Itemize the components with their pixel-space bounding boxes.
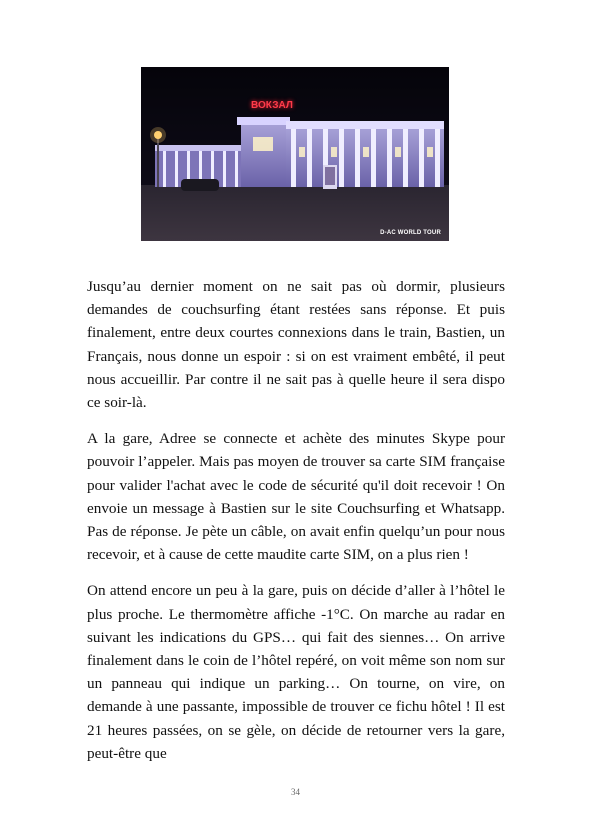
photo-watermark: D-AC WORLD TOUR: [380, 230, 441, 236]
train-station-photo: [141, 67, 449, 241]
station-night-illustration: [141, 67, 449, 241]
station-sign-text: ВОКЗАЛ: [251, 100, 293, 111]
page-number: 34: [291, 787, 300, 797]
paragraph-1: Jusqu’au dernier moment on ne sait pas où dormir, plusieurs demandes de couchsurfing étant restées sans réponse. Et puis finalement, entre deux courtes connexions dans le train, Bastien, un Français, nous donne un espoir : si on est vraiment embêté, il peut nous accueillir. Par contre il ne sait pas à quelle heure il sera dispo ce soir-là.: [87, 278, 505, 412]
paragraph-3: On attend encore un peu à la gare, puis on décide d’aller à l’hôtel le plus proche. Le thermomètre affiche -1°C. On marche au radar en suivant les indications du GPS… qui fait des siennes… On arrive finalement dans le coin de l’hôtel repéré, on voit même son nom sur un panneau qui indique un parking… On tourne, on vire, on demande à une passante, impossible de trouver ce fichu hôtel ! Il est 21 heures passées, on se gèle, on décide de retourner vers la gare, peut-être que: [87, 582, 505, 762]
paragraph-2: A la gare, Adree se connecte et achète des minutes Skype pour pouvoir l’appeler. Mais pas moyen de trouver sa carte SIM française pour valider l'achat avec le code de sécurité qu'il doit recevoir ! On envoie un message à Bastien sur le site Couchsurfing et Whatsapp. Pas de réponse. Je pète un câble, on avait enfin quelqu’un pour nous recevoir, et à cause de cette maudite carte SIM, on a plus rien !: [87, 430, 505, 564]
body-text: [87, 275, 505, 778]
